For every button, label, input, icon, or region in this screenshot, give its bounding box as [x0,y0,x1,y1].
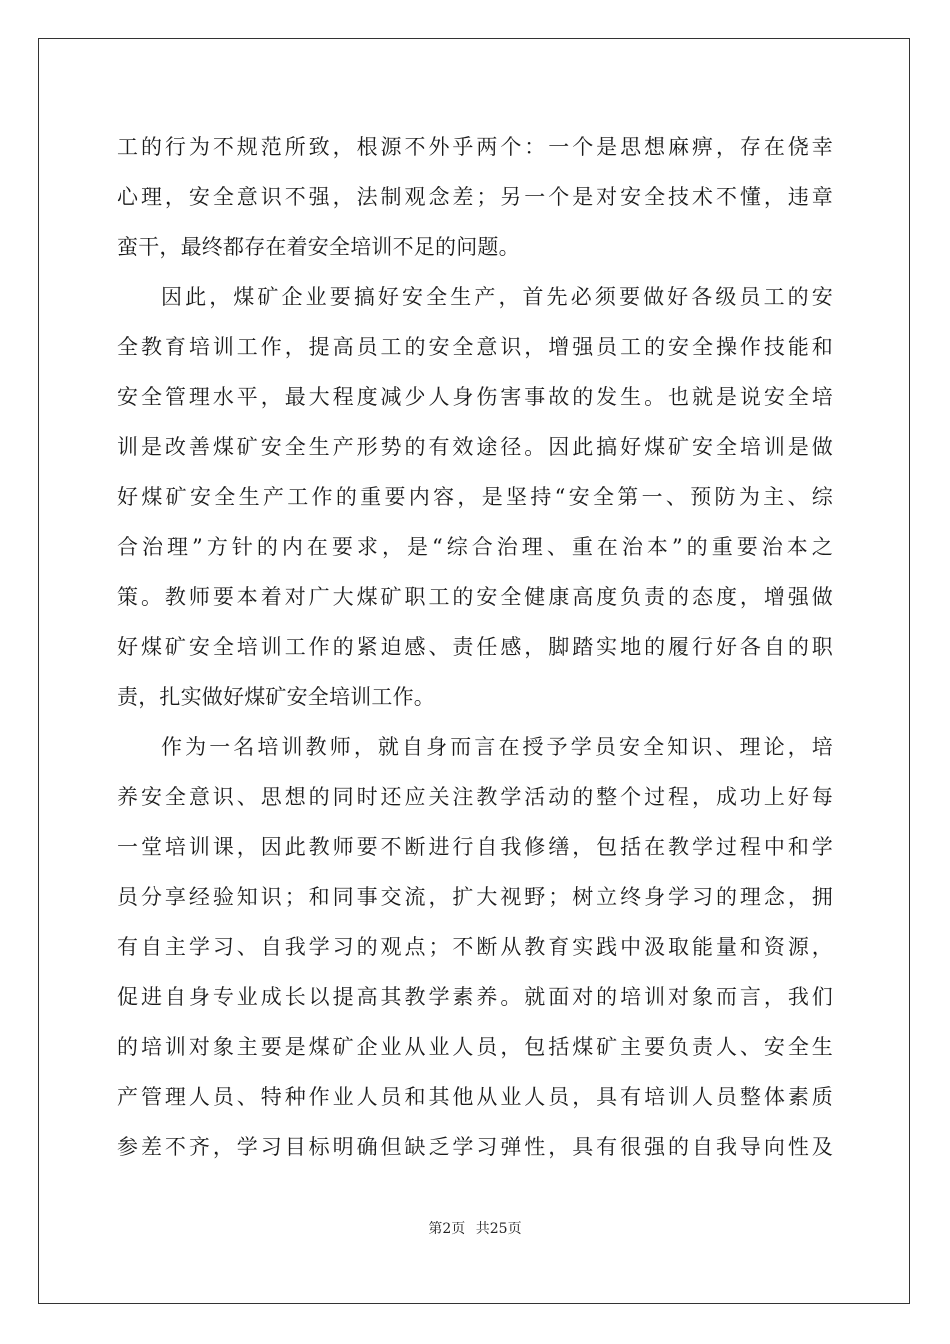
text-line: 一堂培训课，因此教师要不断进行自我修缮，包括在教学过程中和学 [117,835,833,859]
text-line: 心理，安全意识不强，法制观念差；另一个是对安全技术不懂，违章 [117,185,833,209]
text-line: 责，扎实做好煤矿安全培训工作。 [117,685,435,709]
text-line: 产管理人员、特种作业人员和其他从业人员，具有培训人员整体素质 [117,1085,833,1109]
paragraph [117,272,833,722]
text-line: 全教育培训工作，提高员工的安全意识，增强员工的安全操作技能和 [117,335,833,359]
text-line: 的培训对象主要是煤矿企业从业人员，包括煤矿主要负责人、安全生 [117,1035,833,1059]
text-line: 工的行为不规范所致，根源不外乎两个：一个是思想麻痹，存在侥幸 [117,135,833,159]
text-line: 养安全意识、思想的同时还应关注教学活动的整个过程，成功上好每 [117,785,833,809]
paragraph [117,122,833,272]
page-number: 第2页 [428,1221,466,1237]
text-line: 好煤矿安全培训工作的紧迫感、责任感，脚踏实地的履行好各自的职 [117,635,833,659]
text-line: 蛮干，最终都存在着安全培训不足的问题。 [117,235,520,259]
text-line: 促进自身专业成长以提高其教学素养。就面对的培训对象而言，我们 [117,985,833,1009]
text-line: 参差不齐，学习目标明确但缺乏学习弹性，具有很强的自我导向性及 [117,1135,833,1159]
text-line: 合治理”方针的内在要求，是“综合治理、重在治本”的重要治本之 [117,535,833,559]
text-line: 训是改善煤矿安全生产形势的有效途径。因此搞好煤矿安全培训是做 [117,435,833,459]
paragraph [117,722,833,1172]
text-line: 有自主学习、自我学习的观点；不断从教育实践中汲取能量和资源， [117,935,833,959]
text-line: 因此，煤矿企业要搞好安全生产，首先必须要做好各级员工的安 [161,285,833,309]
page-footer [0,1218,950,1238]
text-line: 安全管理水平，最大程度减少人身伤害事故的发生。也就是说安全培 [117,385,833,409]
text-line: 员分享经验知识；和同事交流，扩大视野；树立终身学习的理念，拥 [117,885,833,909]
text-line: 好煤矿安全生产工作的重要内容，是坚持“安全第一、预防为主、综 [117,485,833,509]
text-line: 策。教师要本着对广大煤矿职工的安全健康高度负责的态度，增强做 [117,585,833,609]
document-body [117,122,833,1172]
page-total: 共25页 [475,1221,522,1237]
text-line: 作为一名培训教师，就自身而言在授予学员安全知识、理论，培 [161,735,833,759]
